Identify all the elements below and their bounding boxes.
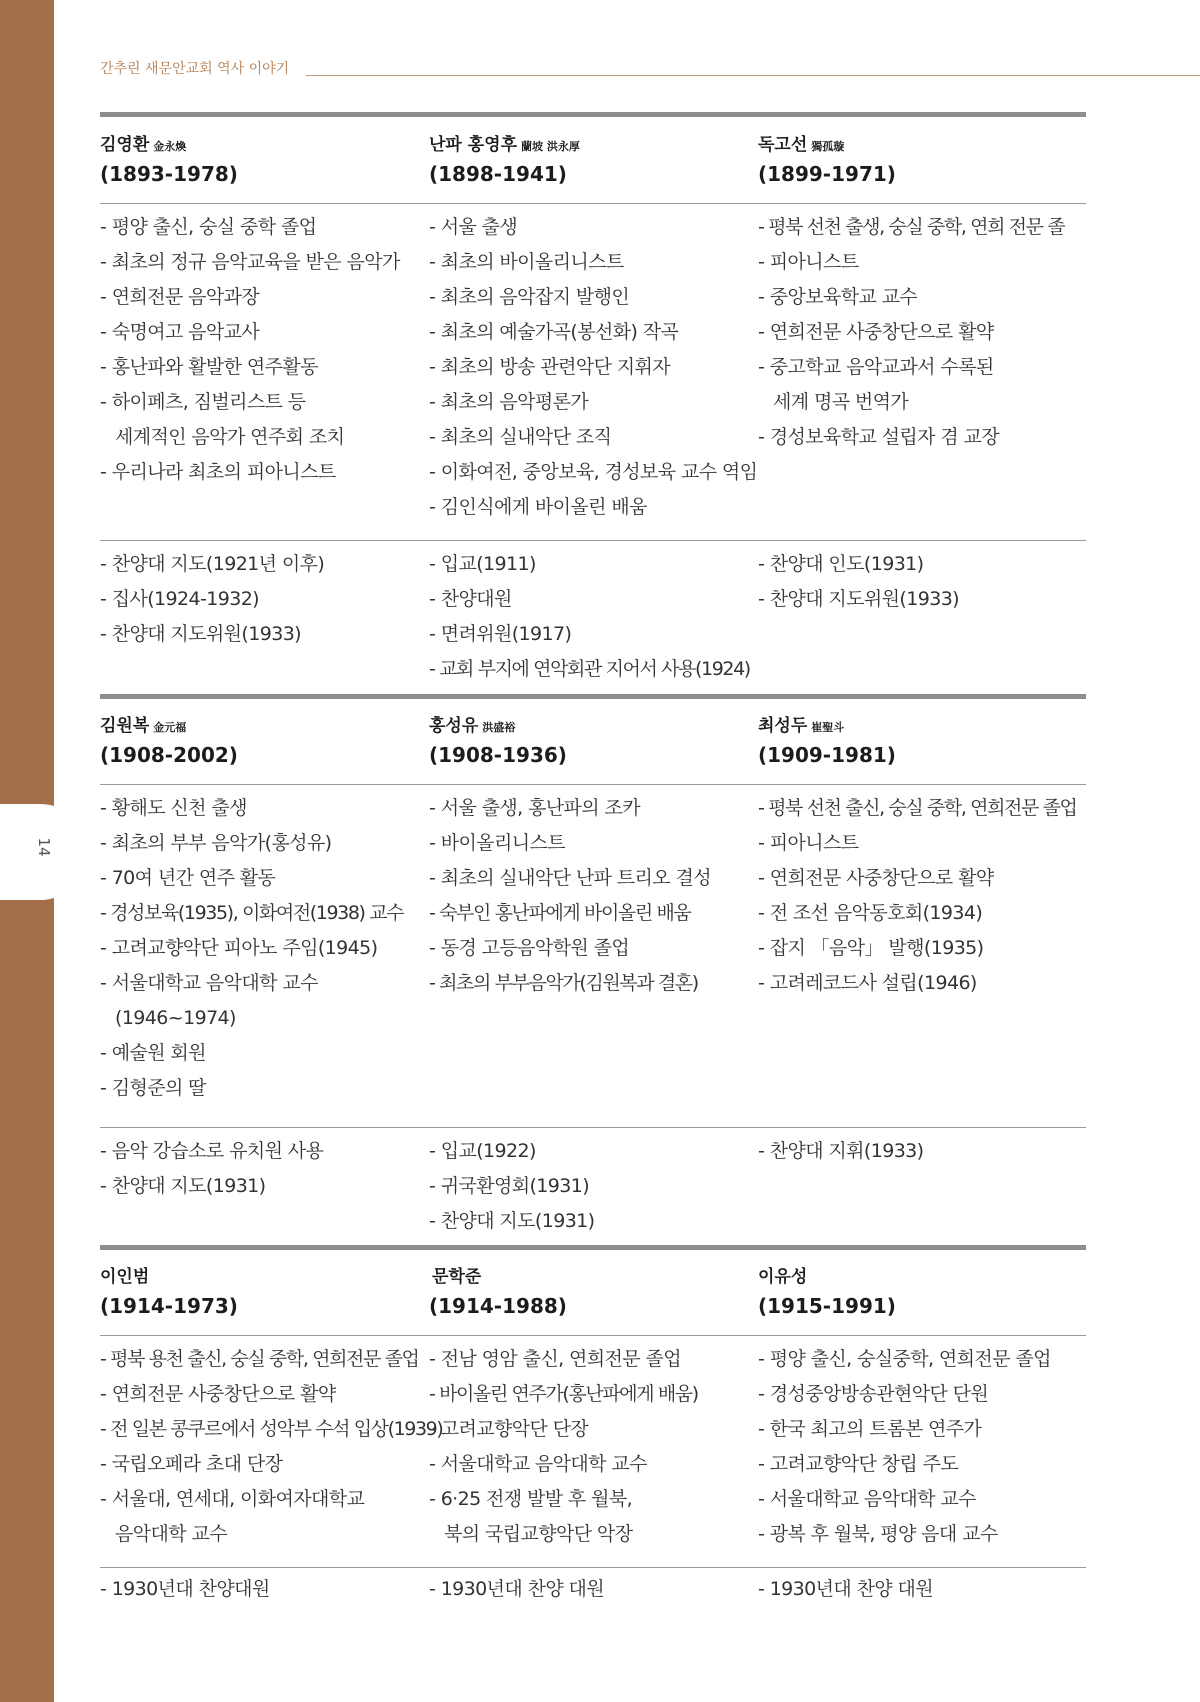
person-header [758, 1262, 1087, 1320]
person-header [100, 1262, 429, 1320]
person-church-activities [100, 1134, 429, 1239]
bio-item: - 중고학교 음악교과서 수록된 [758, 356, 994, 378]
church-item: - 1930년대 찬양대원 [100, 1578, 270, 1600]
bio-item: - 경성보육학교 설립자 겸 교장 [758, 426, 1000, 448]
bio-item: - 최초의 정규 음악교육을 받은 음악가 [100, 251, 400, 273]
bio-item: - 피아니스트 [758, 832, 859, 854]
bio-item: - 최초의 음악평론가 [429, 391, 589, 413]
person-header [758, 711, 1087, 769]
person-bio [758, 791, 1087, 1127]
bio-item: - 최초의 실내악단 난파 트리오 결성 [429, 867, 712, 889]
bio-item: - 동경 고등음악학원 졸업 [429, 937, 630, 959]
bio-row [100, 1342, 1086, 1567]
bio-item: - 고려레코드사 설립(1946) [758, 972, 977, 994]
person-name: 최성두 崔聖斗 [758, 716, 845, 736]
person-years: (1908-2002) [100, 743, 238, 767]
bio-item: - 연희전문 사중창단으로 활약 [758, 321, 994, 343]
bio-item: - 숙명여고 음악교사 [100, 321, 260, 343]
bio-item: - 6·25 전쟁 발발 후 월북, [429, 1488, 633, 1510]
church-item: - 1930년대 찬양 대원 [429, 1578, 605, 1600]
bio-item: - 평양 출신, 숭실중학, 연희전문 졸업 [758, 1348, 1051, 1370]
bio-item: - 연희전문 사중창단으로 활약 [758, 867, 994, 889]
bio-item: - 중앙보육학교 교수 [758, 286, 918, 308]
person-church-activities [429, 1572, 758, 1607]
page-number: 14 [35, 837, 53, 857]
bio-item: (1946~1974) [115, 1007, 236, 1029]
church-rule [100, 1567, 1086, 1568]
bio-item: - 연희전문 사중창단으로 활약 [100, 1383, 336, 1405]
person-header [429, 711, 758, 769]
bio-item: - 광복 후 월북, 평양 음대 교수 [758, 1523, 998, 1545]
church-item: - 음악 강습소로 유치원 사용 [100, 1140, 324, 1162]
person-hanja: 獨孤璇 [811, 140, 845, 153]
bio-item: - 연희전문 음악과장 [100, 286, 260, 308]
church-rule [100, 540, 1086, 541]
person-header [100, 130, 429, 188]
church-item: - 찬양대 인도(1931) [758, 553, 924, 575]
person-header [758, 130, 1087, 188]
person-years: (1909-1981) [758, 743, 896, 767]
person-years: (1914-1988) [429, 1294, 567, 1318]
church-item: - 찬양대 지도(1921년 이후) [100, 553, 325, 575]
running-title: 간추린 새문안교회 역사 이야기 [100, 61, 290, 77]
person-years: (1898-1941) [429, 162, 567, 186]
bio-item: - 평북 선천 출생, 숭실 중학, 연희 전문 졸 [758, 216, 1065, 238]
person-church-activities [100, 1572, 429, 1607]
names-row [100, 130, 1086, 188]
bio-item: - 홍난파와 활발한 연주활동 [100, 356, 318, 378]
bio-item: - 최초의 실내악단 조직 [429, 426, 612, 448]
bio-item: - 한국 최고의 트롬본 연주가 [758, 1418, 982, 1440]
bio-item: - 최초의 부부 음악가(홍성유) [100, 832, 332, 854]
bio-item: - 숙부인 홍난파에게 바이올린 배움 [429, 902, 691, 924]
church-item: - 찬양대 지도(1931) [429, 1210, 595, 1232]
bio-item: - 평양 출신, 숭실 중학 졸업 [100, 216, 317, 238]
church-item: - 집사(1924-1932) [100, 588, 259, 610]
person-group-2 [100, 694, 1086, 1239]
bio-item: - 전 조선 음악동호회(1934) [758, 902, 983, 924]
church-item: - 찬양대 지도위원(1933) [100, 623, 301, 645]
person-name: 문학준 [432, 1267, 482, 1287]
church-item: - 교회 부지에 연악회관 지어서 사용(1924) [429, 658, 750, 680]
person-years: (1915-1991) [758, 1294, 896, 1318]
person-name: 이유성 [758, 1267, 808, 1287]
person-name: 김영환 金永煥 [100, 135, 187, 155]
person-bio [100, 791, 429, 1127]
bio-row [100, 791, 1086, 1127]
bio-item: - 평북 선천 출신, 숭실 중학, 연희전문 졸업 [758, 797, 1077, 819]
church-row [100, 547, 1086, 687]
bio-item: - 서울 출생, 홍난파의 조카 [429, 797, 640, 819]
bio-item: 세계적인 음악가 연주회 조치 [115, 426, 345, 448]
church-item: - 1930년대 찬양 대원 [758, 1578, 934, 1600]
bio-item: 북의 국립교향악단 악장 [444, 1523, 633, 1545]
bio-item: - 최초의 바이올리니스트 [429, 251, 624, 273]
bio-item: - 잡지 「음악」 발행(1935) [758, 937, 984, 959]
bio-item: - 서울대학교 음악대학 교수 [758, 1488, 976, 1510]
group-top-rule [100, 1245, 1086, 1250]
bio-row [100, 210, 1086, 540]
person-name: 홍성유 洪盛裕 [429, 716, 516, 736]
person-bio [429, 791, 758, 1127]
bio-item: - 황해도 신천 출생 [100, 797, 247, 819]
person-church-activities [100, 547, 429, 687]
bio-item: - 피아니스트 [758, 251, 859, 273]
bio-item: - 전 일본 콩쿠르에서 성악부 수석 입상(1939) [100, 1418, 443, 1440]
person-header [100, 711, 429, 769]
bio-item: - 경성중앙방송관현악단 단원 [758, 1383, 989, 1405]
person-hanja: 蘭坡 洪永厚 [521, 140, 580, 153]
church-row [100, 1134, 1086, 1239]
bio-item: - 전남 영암 출신, 연희전문 졸업 [429, 1348, 681, 1370]
bio-item: 음악대학 교수 [115, 1523, 227, 1545]
person-header [429, 130, 758, 188]
bio-item: - 바이올리니스트 [429, 832, 565, 854]
bio-item: - 평북 용천 출신, 숭실 중학, 연희전문 졸업 [100, 1348, 419, 1370]
person-church-activities [758, 1572, 1087, 1607]
person-bio [758, 210, 1087, 540]
church-item: - 찬양대 지도(1931) [100, 1175, 266, 1197]
person-years: (1899-1971) [758, 162, 896, 186]
bio-item: - 이화여전, 중앙보육, 경성보육 교수 역임 [429, 461, 758, 483]
bio-item: - 예술원 회원 [100, 1042, 206, 1064]
group-top-rule [100, 694, 1086, 699]
bio-item: - 서울대, 연세대, 이화여자대학교 [100, 1488, 365, 1510]
person-name: 독고선 獨孤璇 [758, 135, 845, 155]
church-item: - 귀국환영회(1931) [429, 1175, 590, 1197]
church-row [100, 1572, 1086, 1607]
person-bio [100, 210, 429, 540]
person-header [429, 1262, 758, 1320]
bio-item: - 서울대학교 음악대학 교수 [429, 1453, 647, 1475]
church-rule [100, 1127, 1086, 1128]
person-years: (1908-1936) [429, 743, 567, 767]
group-top-rule [100, 112, 1086, 117]
church-item: - 찬양대 지도위원(1933) [758, 588, 959, 610]
bio-item: - 최초의 음악잡지 발행인 [429, 286, 630, 308]
bio-item: - 서울 출생 [429, 216, 518, 238]
bio-item: - 경성보육(1935), 이화여전(1938) 교수 [100, 902, 404, 924]
bio-item: - 최초의 방송 관련악단 지휘자 [429, 356, 671, 378]
person-years: (1914-1973) [100, 1294, 238, 1318]
header-rule [100, 1335, 1086, 1336]
person-hanja: 洪盛裕 [482, 721, 516, 734]
person-hanja: 崔聖斗 [811, 721, 845, 734]
person-name: 김원복 金元福 [100, 716, 187, 736]
person-name: 난파 홍영후 蘭坡 洪永厚 [429, 135, 580, 155]
church-item: - 찬양대 지휘(1933) [758, 1140, 924, 1162]
person-group-3 [100, 1245, 1086, 1607]
bio-item: - 고려교향악단 단장 [429, 1418, 589, 1440]
bio-item: - 70여 년간 연주 활동 [100, 867, 276, 889]
person-bio [429, 1342, 758, 1567]
bio-item: - 바이올린 연주가(홍난파에게 배움) [429, 1383, 698, 1405]
church-item: - 입교(1911) [429, 553, 536, 575]
bio-item: - 김형준의 딸 [100, 1077, 206, 1099]
names-row [100, 711, 1086, 769]
bio-item: - 하이페츠, 짐벌리스트 등 [100, 391, 306, 413]
bio-item: - 김인식에게 바이올린 배움 [429, 496, 647, 518]
person-name: 이인범 [100, 1267, 150, 1287]
header-rule [100, 203, 1086, 204]
person-hanja: 金永煥 [153, 140, 187, 153]
names-row [100, 1262, 1086, 1320]
person-church-activities [758, 547, 1087, 687]
person-years: (1893-1978) [100, 162, 238, 186]
church-item: - 찬양대원 [429, 588, 512, 610]
bio-item: - 고려교향악단 창립 주도 [758, 1453, 959, 1475]
bio-item: - 국립오페라 초대 단장 [100, 1453, 283, 1475]
church-item: - 면려위원(1917) [429, 623, 572, 645]
bio-item: - 서울대학교 음악대학 교수 [100, 972, 318, 994]
person-church-activities [429, 547, 758, 687]
bio-item: - 최초의 예술가곡(봉선화) 작곡 [429, 321, 679, 343]
running-title-rule [306, 75, 1200, 76]
person-bio [429, 210, 758, 540]
bio-item: 세계 명곡 번역가 [773, 391, 909, 413]
church-item: - 입교(1922) [429, 1140, 536, 1162]
person-hanja: 金元福 [153, 721, 187, 734]
bio-item: - 우리나라 최초의 피아니스트 [100, 461, 336, 483]
person-bio [758, 1342, 1087, 1567]
person-bio [100, 1342, 443, 1567]
person-church-activities [429, 1134, 758, 1239]
bio-item: - 최초의 부부음악가(김원복과 결혼) [429, 972, 698, 994]
person-group-1 [100, 112, 1086, 687]
header-rule [100, 784, 1086, 785]
bio-item: - 고려교향악단 피아노 주임(1945) [100, 937, 378, 959]
person-church-activities [758, 1134, 1087, 1239]
